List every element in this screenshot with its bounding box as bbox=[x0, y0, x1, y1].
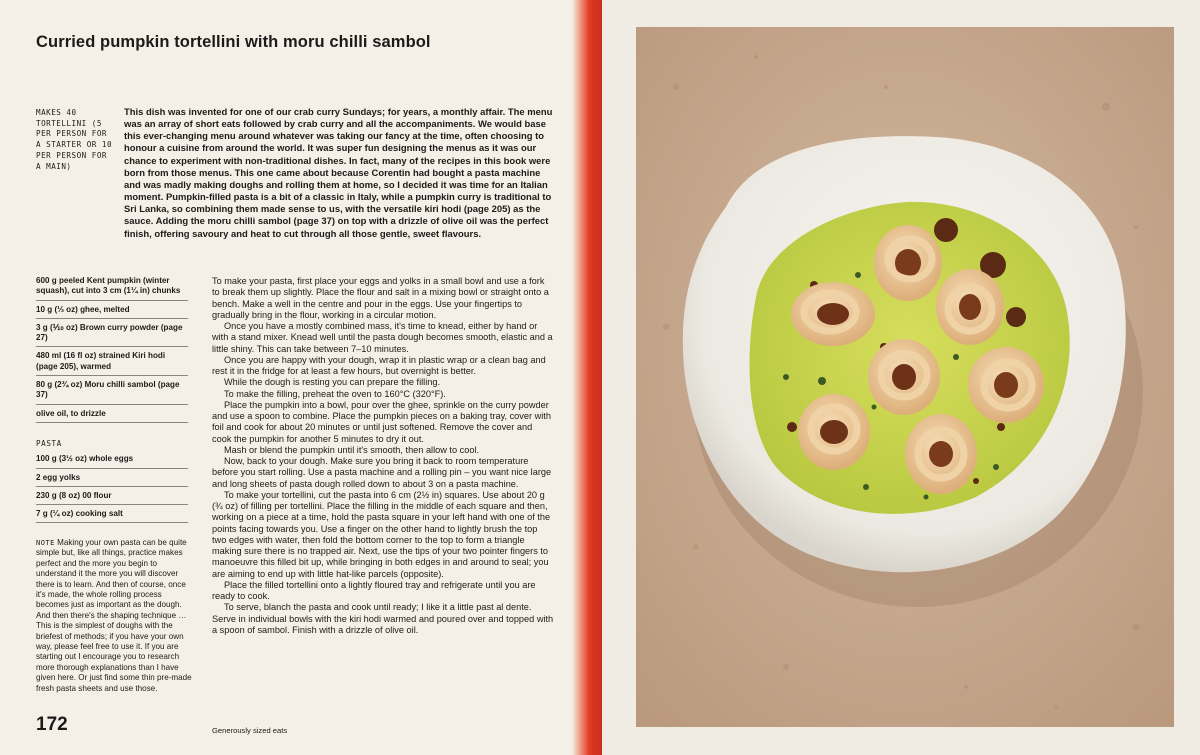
running-footer: Generously sized eats bbox=[212, 726, 288, 735]
method-paragraph: Once you are happy with your dough, wrap it in plastic wrap or a clean bag and rest it in the fridge for at least a few hours, but overnight is better. bbox=[212, 354, 546, 376]
pasta-ingredient-item: 7 g (¼ oz) cooking salt bbox=[36, 509, 188, 523]
ingredient-item: olive oil, to drizzle bbox=[36, 409, 188, 423]
ingredient-item: 80 g (2¾ oz) Moru chilli sambol (page 37) bbox=[36, 380, 188, 405]
ingredient-item: 600 g peeled Kent pumpkin (winter squash), cut into 3 cm (1¼ in) chunks bbox=[36, 276, 188, 301]
note-text: Making your own pasta can be quite simple but, like all things, practice makes perfect and the more you begin to understand it the more you will discover there is to learn. And then of course, once it's made, the whole rolling process becomes just as important as the dough. And then there's the shaping technique … This is the simplest of doughs with the briefest of methods; if you have your own way, please feel free to use it. If you are starting out I encourage you to research more thorough explanations than I have given here. Or just find some thin pre-made fresh pasta sheets and use those. bbox=[36, 538, 192, 693]
method-paragraph: Once you have a mostly combined mass, it's time to knead, either by hand or with a stand mixer. Knead well until the pasta dough becomes smooth, elastic and a little shiny. This can take between 7–10 minutes. bbox=[212, 321, 553, 354]
intro-paragraph: This dish was invented for one of our crab curry Sundays; for years, a monthly affair. The menu was an array of short eats followed by crab curry and all the accompaniments. We would base this ever-changing menu around whatever was taking our fancy at the time, often choosing to honour a cuisine from around the world. It was super fun designing the menus as it was our chance to experiment with non-traditional dishes. In fact, many of the recipes in this book were born from those menus. This one came about because Corentin had bought a pasta machine and was madly making doughs and rolling them at home, so I decided it was time for an Italian moment. Pumpkin-filled pasta is a bit of a classic in Italy, while a pumpkin curry is traditional to Sri Lanka, so combining them made sense to us, with the versatile kiri hodi (page 205) as the sauce. Adding the moru chilli sambol (page 37) on top with a drizzle of olive oil was the perfect finish, offering savoury and heat to cut through all those gentle, sweet flavours. bbox=[124, 107, 553, 240]
page-number: 172 bbox=[36, 714, 68, 735]
method-paragraph: To make your tortellini, cut the pasta into 6 cm (2½ in) squares. Use about 20 g (¾ oz) of filling per tortellini. Place the filling in the middle of each square and then, working on a piece at a time, hold the pasta square in your left hand with one of the points facing towards you. Use a finger on the other hand to lightly brush the top two edges with water, then fold the bottom corner to the top to form a triangle making sure there is no trapped air. Next, use the tips of your two pointer fingers to manoeuvre this filled bit up, while bringing in both edges in and around to seal; you are aiming to end up with little hat-like parcels (opposite). bbox=[212, 489, 551, 579]
method-paragraph: To make your pasta, first place your eggs and yolks in a small bowl and use a fork to break them up slightly. Place the flour and salt in a mixing bowl or straight onto a bench. Make a well in the centre and pour in the eggs. Use your fingertips to gradually bring in the flour, working in a circular motion. bbox=[212, 276, 549, 320]
method-paragraph: Mash or blend the pumpkin until it's smooth, then allow to cool. bbox=[224, 444, 480, 455]
ingredient-item: 10 g (⅓ oz) ghee, melted bbox=[36, 305, 188, 319]
yield-note: MAKES 40 TORTELLINI (5 PER PERSON FOR A STARTER OR 10 PER PERSON FOR A MAIN) bbox=[36, 108, 113, 171]
pasta-ingredient-item: 100 g (3½ oz) whole eggs bbox=[36, 454, 188, 468]
ingredient-item: 480 ml (16 fl oz) strained Kiri hodi (page 205), warmed bbox=[36, 351, 188, 376]
method-paragraph: To serve, blanch the pasta and cook until ready; I like it a little past al dente. Serve in individual bowls with the kiri hodi warmed and poured over and topped with a spoon of sambol. Finish with a drizzle of olive oil. bbox=[212, 602, 554, 635]
note-label: NOTE bbox=[36, 539, 55, 547]
ingredient-item: 3 g (⅒ oz) Brown curry powder (page 27) bbox=[36, 323, 188, 348]
method-paragraph: Place the pumpkin into a bowl, pour over the ghee, sprinkle on the curry powder and use a spoon to combine. Place the pumpkin pieces on a baking tray, cover with foil and cook for about 20 minutes or until just softened. Remove the cover and cook the pumpkin for another 5 minutes to dry it out. bbox=[212, 399, 551, 444]
pasta-ingredient-item: 230 g (8 oz) 00 flour bbox=[36, 491, 188, 505]
method-paragraph: Place the filled tortellini onto a lightly floured tray and refrigerate until you are ready to cook. bbox=[212, 579, 536, 601]
pasta-note bbox=[36, 538, 196, 694]
method-text bbox=[212, 276, 554, 636]
tortellini-photo bbox=[636, 27, 1174, 727]
pasta-ingredient-item: 2 egg yolks bbox=[36, 473, 188, 487]
method-paragraph: To make the filling, preheat the oven to 160°C (320°F). bbox=[224, 388, 446, 399]
book-spine bbox=[572, 0, 602, 755]
ingredients-list bbox=[36, 276, 188, 527]
recipe-title: Curried pumpkin tortellini with moru chilli sambol bbox=[36, 33, 431, 51]
pasta-heading: PASTA bbox=[36, 438, 62, 448]
method-paragraph: Now, back to your dough. Make sure you bring it back to room temperature before you start rolling. Use a pasta machine and a rolling pin – you want nice large and long sheets of pasta dough rolled down to about 3 on a pasta machine. bbox=[212, 456, 552, 489]
method-paragraph: While the dough is resting you can prepare the filling. bbox=[224, 377, 441, 388]
